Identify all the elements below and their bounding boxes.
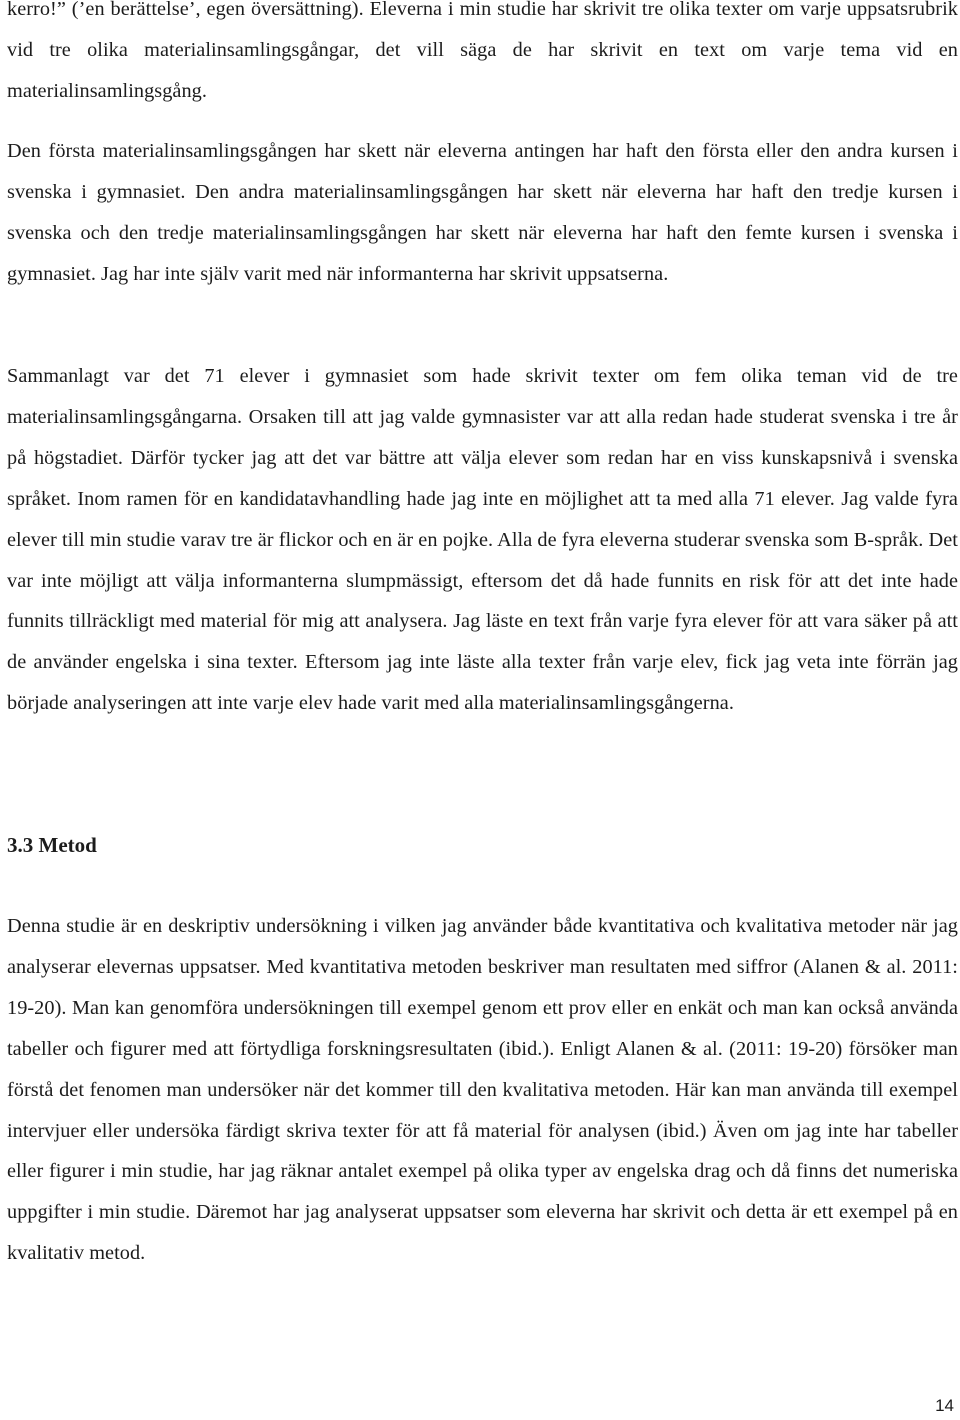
paragraph-4: Denna studie är en deskriptiv undersökning i vilken jag använder både kvantitativa och kvalitativa metoder när jag analyserar elevernas uppsatser. Med kvantitativa metoden beskriver man resultaten med siffror (Alanen & al. 2011: 19-20). Man kan genomföra undersökningen till exempel genom ett prov eller en enkät och man kan också använda tabeller och figurer med att förtydliga forskningsresultaten (ibid.). Enligt Alanen & al. (2011: 19-20) försöker man förstå det fenomen man undersöker när det kommer till den kvalitativa metoden. Här kan man använda till exempel intervjuer eller undersöka färdigt skriva texter för att få material för analysen (ibid.) Även om jag inte har tabeller eller figurer i min studie, har jag räknar antalet exempel på olika typer av engelska drag och då finns det numeriska uppgifter i min studie. Däremot har jag analyserat uppsatser som eleverna har skrivit och detta är ett exempel på en kvalitativ metod. (7, 915, 958, 1265)
section-heading: 3.3 Metod (7, 833, 97, 857)
page-number: 14 (935, 1396, 954, 1415)
paragraph-3: Sammanlagt var det 71 elever i gymnasiet som hade skrivit texter om fem olika teman vid de tre materialinsamlingsgångarna. Orsaken till att jag valde gymnasister var att alla redan hade studerat svenska i tre år på högstadiet. Därför tycker jag att det var bättre att välja elever som redan har en viss kunskapsnivå i svenska språket. Inom ramen för en kandidatavhandling hade jag inte en möjlighet att ta med alla 71 elever. Jag valde fyra elever till min studie varav tre är flickor och en är en pojke. Alla de fyra eleverna studerar svenska som B-språk. Det var inte möjligt att välja informanterna slumpmässigt, eftersom det då hade funnits en risk för att det inte hade funnits tillräckligt med material för mig att analysera. Jag läste en text från varje fyra elever för att vara säker på att de använder engelska i sina texter. Eftersom jag inte läste alla texter från varje elev, fick jag veta inte förrän jag började analyseringen att inte varje elev hade varit med alla materialinsamlingsgångerna. (7, 365, 958, 715)
paragraph-2: Den första materialinsamlingsgången har skett när eleverna antingen har haft den första eller den andra kursen i svenska i gymnasiet. Den andra materialinsamlingsgången har skett när eleverna har haft den tredje kursen i svenska och den tredje materialinsamlingsgången har skett när eleverna har haft den femte kursen i svenska i gymnasiet. Jag har inte själv varit med när informanterna har skrivit uppsatserna. (7, 140, 958, 285)
paragraph-1: kerro!” (’en berättelse’, egen översättning). Eleverna i min studie har skrivit tre olika texter om varje uppsatsrubrik vid tre olika materialinsamlingsgångar, det vill säga de har skrivit en text om varje tema vid en materialinsamlingsgång. (7, 0, 958, 102)
